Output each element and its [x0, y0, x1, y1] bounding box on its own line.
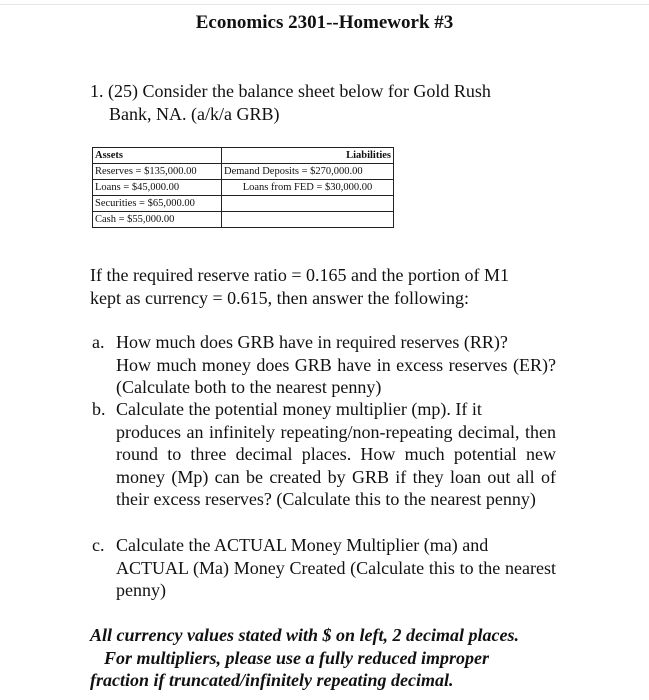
liability-cell [222, 196, 394, 212]
part-b [92, 398, 556, 511]
part-c [92, 534, 556, 602]
question-1-prompt [90, 80, 560, 126]
balance-sheet-table [92, 147, 394, 228]
note-line-2: For multipliers, please use a fully reduced improper [104, 647, 489, 668]
part-c-first-line: Calculate the ACTUAL Money Multiplier (ma) and [116, 535, 489, 555]
intro-line-2: kept as currency = 0.615, then answer the following: [90, 288, 470, 308]
table-row [93, 180, 394, 196]
asset-cell: Reserves = $135,000.00 [93, 164, 222, 180]
question-1-line-2: Bank, NA. (a/k/a GRB) [109, 104, 280, 124]
table-row [93, 212, 394, 228]
question-1-line-1: Consider the balance sheet below for Gold Rush [142, 81, 491, 101]
formatting-note [90, 624, 558, 692]
asset-cell: Securities = $65,000.00 [93, 196, 222, 212]
part-a-text: How much money does GRB have in excess reserves (ER)? (Calculate both to the nearest penny) [116, 354, 556, 397]
part-a-first-line: How much does GRB have in required reserves (RR)? [116, 332, 508, 352]
note-line-3: fraction if truncated/infinitely repeating decimal. [90, 670, 454, 690]
part-b-text: produces an infinitely repeating/non-repeating decimal, then round to three decimal places. How much potential new money (Mp) can be created by GRB if they loan out all of their excess reserves? (Calculate this to the nearest penny) [116, 421, 556, 509]
balance-sheet-header-row [93, 148, 394, 164]
asset-cell: Cash = $55,000.00 [93, 212, 222, 228]
table-row [93, 164, 394, 180]
asset-cell: Loans = $45,000.00 [93, 180, 222, 196]
part-a-label: a. [92, 332, 105, 352]
liability-cell: Loans from FED = $30,000.00 [222, 180, 394, 196]
assets-header: Assets [93, 148, 222, 164]
table-row [93, 196, 394, 212]
question-intro [90, 264, 560, 310]
liabilities-header: Liabilities [222, 148, 394, 164]
part-c-label: c. [92, 535, 105, 555]
part-a [92, 331, 556, 399]
page-title: Economics 2301--Homework #3 [195, 12, 454, 33]
part-b-first-line: Calculate the potential money multiplier (mp). If it [116, 399, 482, 419]
note-line-1: All currency values stated with $ on left, 2 decimal places. [90, 625, 519, 645]
part-c-text: ACTUAL (Ma) Money Created (Calculate this to the nearest penny) [116, 557, 556, 600]
liability-cell: Demand Deposits = $270,000.00 [222, 164, 394, 180]
question-1-number: 1. (25) [90, 81, 138, 101]
liability-cell [222, 212, 394, 228]
top-divider [0, 4, 649, 5]
intro-line-1: If the required reserve ratio = 0.165 and the portion of M1 [90, 265, 510, 285]
part-b-label: b. [92, 399, 106, 419]
